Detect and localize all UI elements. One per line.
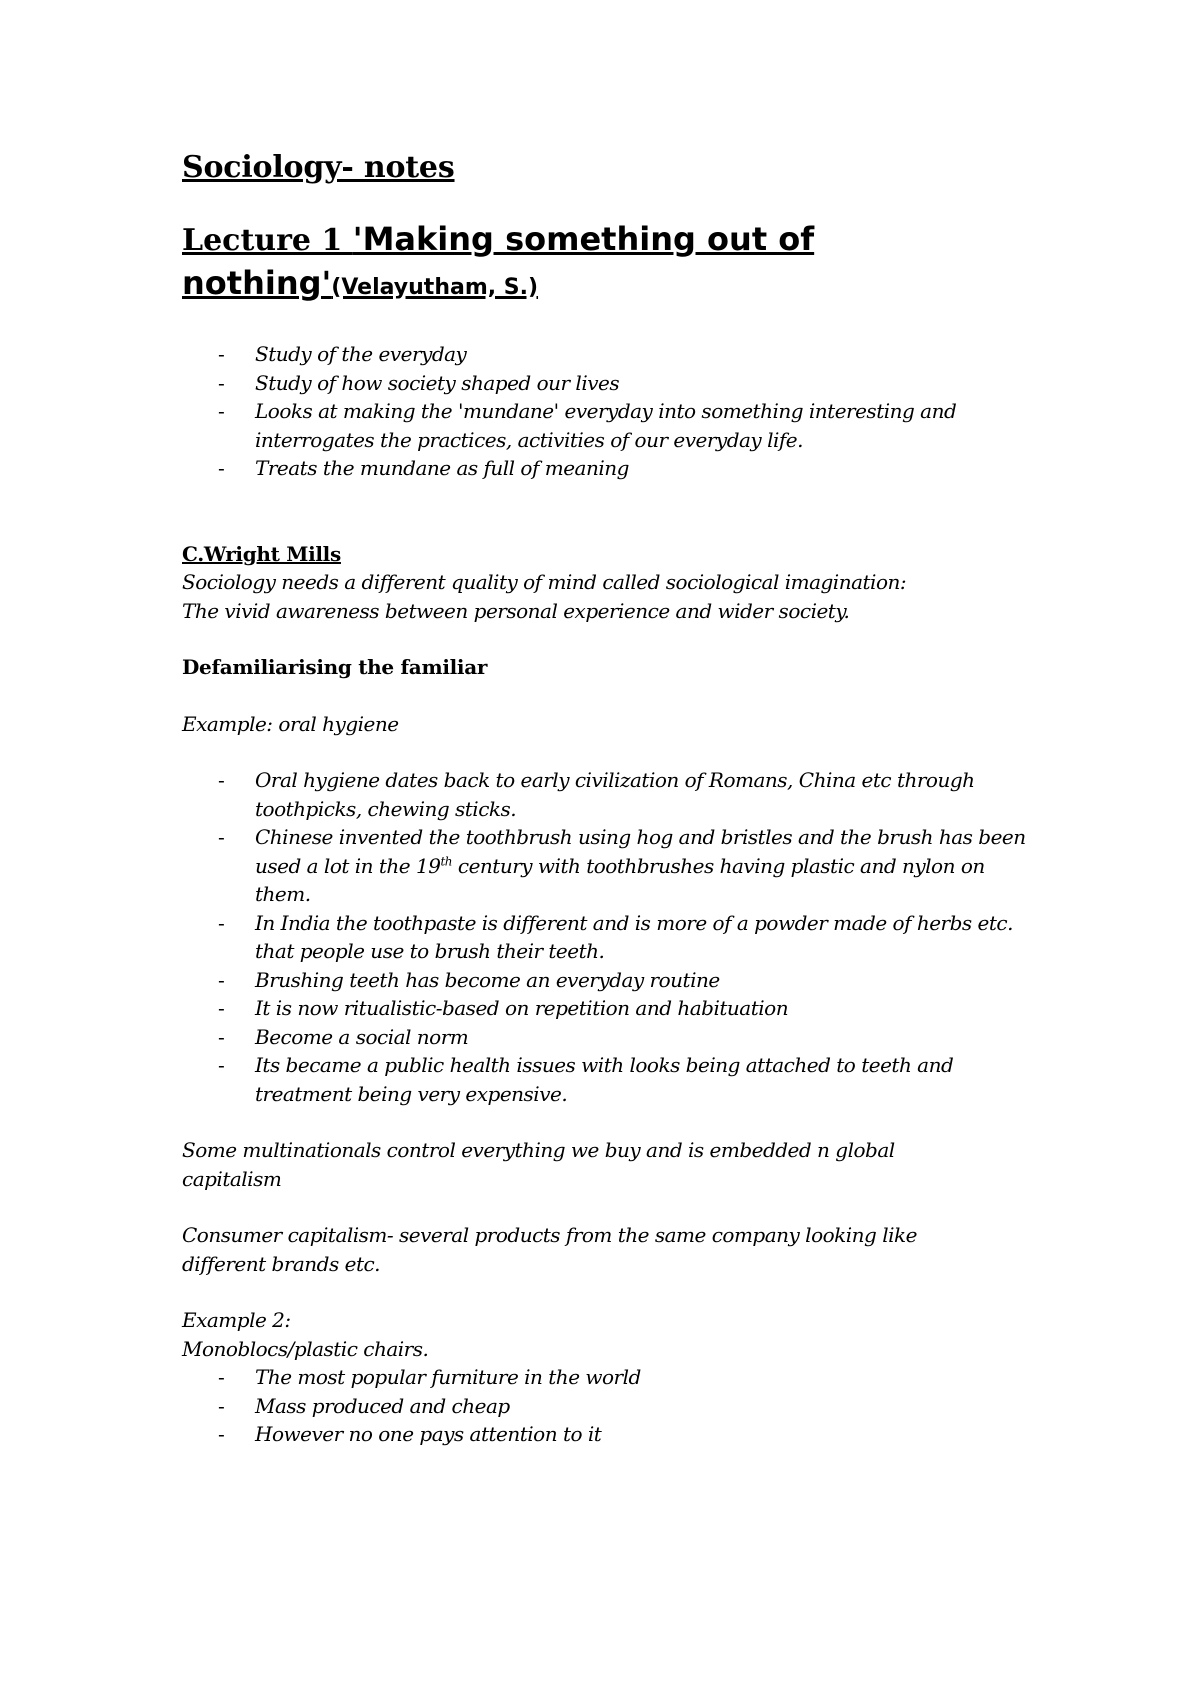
list-item: - Become a social norm [182, 1023, 1032, 1052]
superscript-th: th [440, 853, 453, 868]
list-item: - Study of how society shaped our lives [182, 369, 1032, 398]
example-oral-hygiene: Example: oral hygiene [182, 711, 399, 736]
list-item: - However no one pays attention to it [182, 1420, 1032, 1449]
lecture-heading [182, 218, 942, 309]
defamiliarising-heading: Defamiliarising the familiar [182, 655, 488, 679]
list-item: - Its became a public health issues with looks being attached to teeth and treatment being very expensive. [218, 1053, 954, 1106]
list-item: - Study of the everyday [182, 340, 1032, 369]
dash-marker: - [218, 456, 225, 480]
list-item: - Treats the mundane as full of meaning [182, 454, 1032, 483]
list-item: - Chinese invented the toothbrush using hog and bristles and the brush has been used a lot in the 19th century with toothbrushes having plastic and nylon on them. [218, 825, 1026, 906]
chair-bullet-list [182, 1363, 1032, 1449]
list-item: - Oral hygiene dates back to early civilization of Romans, China etc through toothpicks, chewing sticks. [218, 768, 975, 821]
example-2-label: Example 2: [182, 1308, 291, 1332]
dash-marker: - [218, 1365, 225, 1389]
intro-bullet-list [182, 340, 1032, 483]
dash-marker: - [218, 1422, 225, 1446]
dash-marker: - [218, 370, 225, 395]
list-item: - Brushing teeth has become an everyday routine [182, 966, 1032, 995]
lecture-title: 'Making something out of nothing' [182, 220, 815, 302]
dash-marker: - [218, 1393, 225, 1418]
dash-marker: - [218, 399, 225, 423]
list-item: - Looks at making the 'mundane' everyday into something interesting and interrogates the practices, activities of our everyday life. [218, 399, 957, 452]
mills-heading: C.Wright Mills [182, 541, 341, 566]
list-item: - Mass produced and cheap [182, 1392, 1032, 1421]
dash-marker: - [218, 768, 225, 792]
dash-marker: - [218, 1053, 225, 1077]
document-content [182, 148, 1032, 1449]
dash-marker: - [218, 996, 225, 1020]
paragraph-multinationals: Some multinationals control everything we buy and is embedded n global capitalism [182, 1138, 895, 1191]
mills-line-2: The vivid awareness between personal experience and wider society. [182, 598, 850, 623]
example-2-subject: Monoblocs/plastic chairs. [182, 1336, 429, 1361]
dash-marker: - [218, 967, 225, 992]
list-item: - The most popular furniture in the world [182, 1363, 1032, 1392]
dash-marker: - [218, 825, 225, 849]
mills-line-1: Sociology needs a different quality of mind called sociological imagination: [182, 570, 907, 594]
list-item: - In India the toothpaste is different and is more of a powder made of herbs etc. that people use to brush their teeth. [218, 910, 1013, 963]
paragraph-consumer-capitalism: Consumer capitalism- several products from the same company looking like different brands etc. [182, 1223, 917, 1276]
page-title: Sociology- notes [182, 150, 455, 185]
hygiene-bullet-list [182, 766, 1032, 1108]
dash-marker: - [218, 1024, 225, 1049]
lecture-author: (Velayutham, S.) [331, 275, 539, 300]
dash-marker: - [218, 342, 225, 366]
list-item: - It is now ritualistic-based on repetition and habituation [182, 994, 1032, 1023]
dash-marker: - [218, 910, 225, 935]
lecture-number: Lecture 1 [182, 223, 353, 258]
